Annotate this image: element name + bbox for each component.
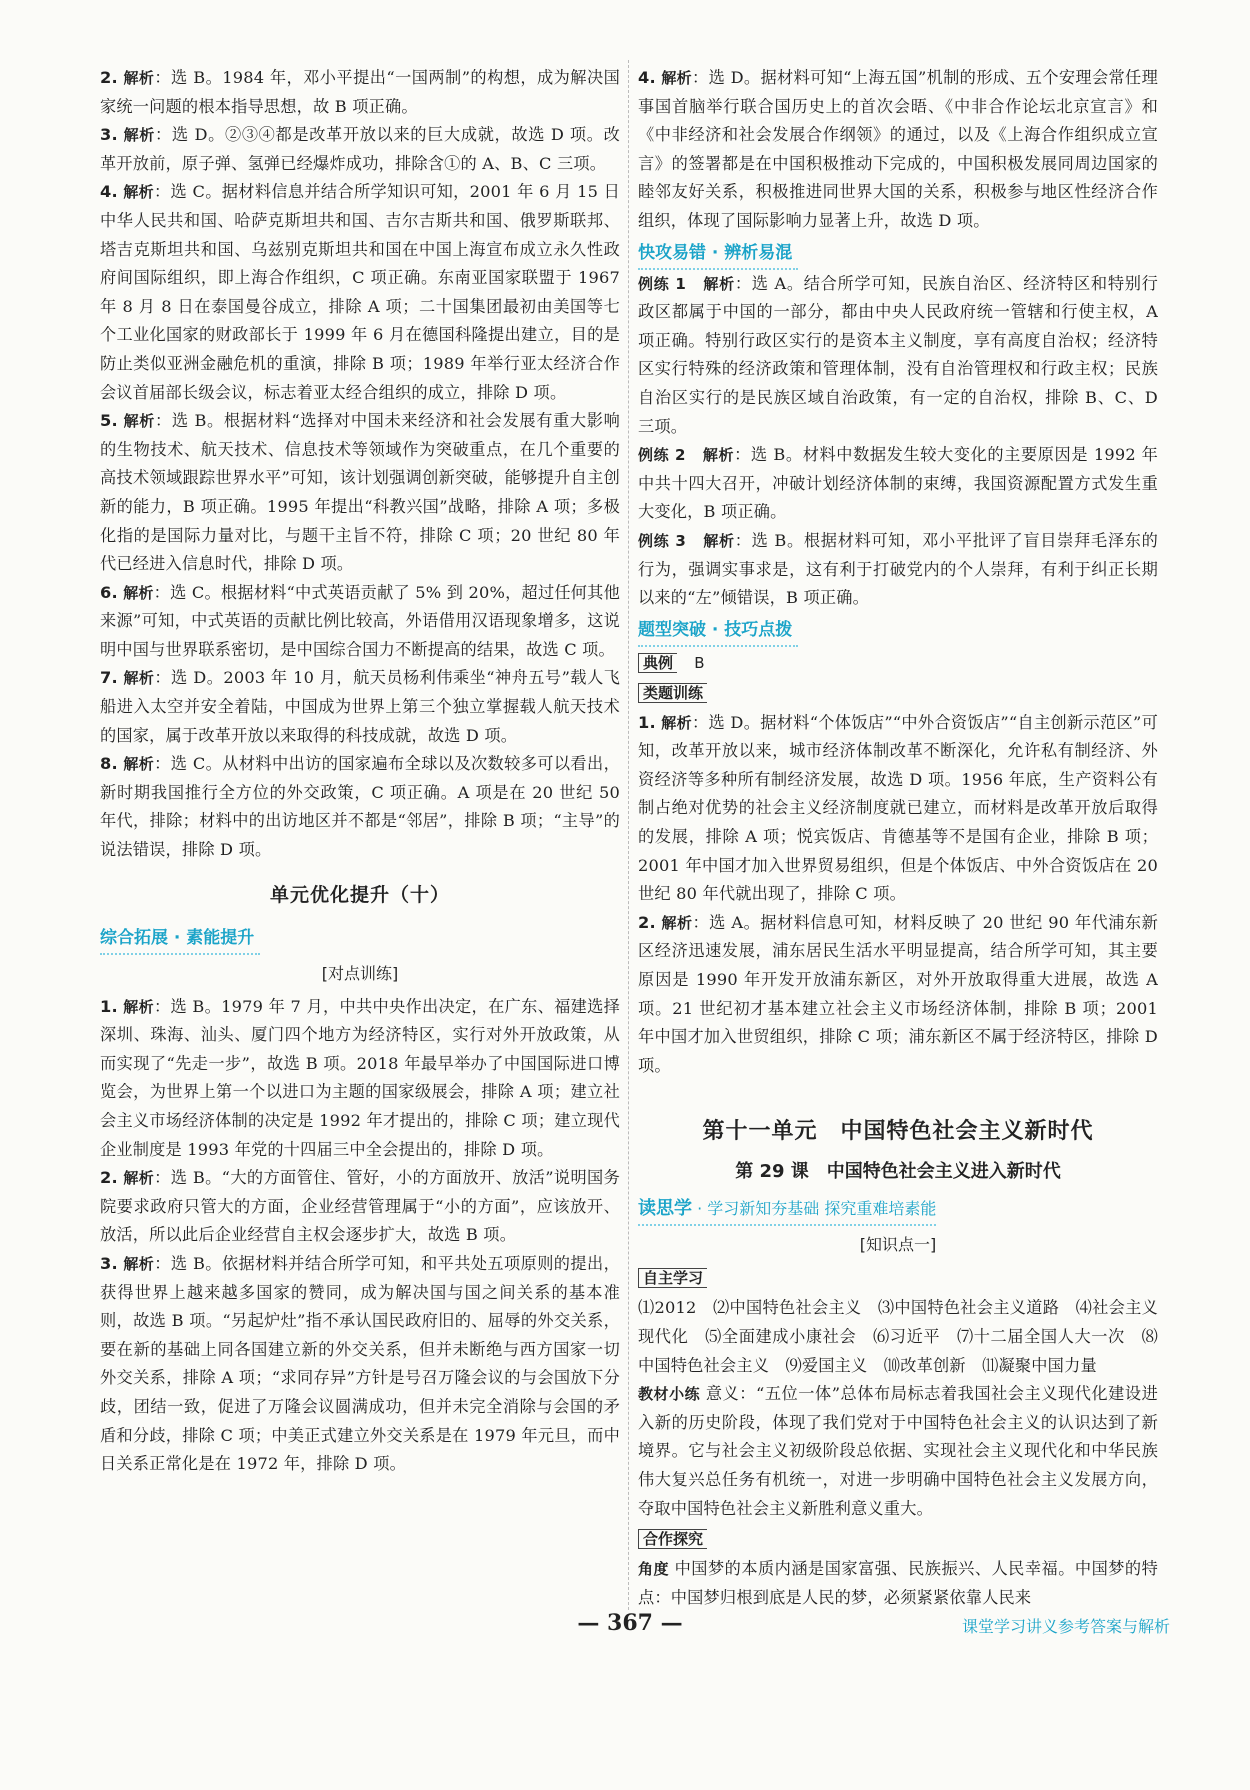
jiaocai-paragraph: 教材小练 意义：“五位一体”总体布局标志着我国社会主义现代化建设进入新的历史阶段，体现了我们党对于中国特色社会主义的认识达到了新境界。它与社会主义初级阶段总依据、实现社会主义现代化和中华民族伟大复兴总任务有机统一，对进一步明确中国特色社会主义发展方向，夺取中国特色社会主义新胜利意义重大。 (638, 1384, 1158, 1518)
answer-item (100, 1250, 620, 1479)
answer-item (100, 750, 620, 864)
column-divider (628, 60, 629, 1610)
dusixue-banner: 读思学 · 学习新知夯基础 探究重难培素能 (638, 1194, 936, 1226)
item-number: 1. (100, 996, 118, 1016)
hezuo-row (638, 1525, 1158, 1553)
leiti-label: 类题训练 (638, 683, 707, 703)
item-number: 3. (100, 1253, 118, 1273)
answer-item (100, 178, 620, 407)
item-number: 2. (638, 912, 656, 932)
answer-item (100, 121, 620, 178)
example-sub-label: 解析 (703, 274, 735, 293)
answer-item (100, 664, 620, 750)
dianli-answer: B (694, 653, 705, 672)
example-label: 例练 1 (638, 274, 686, 293)
item-text: ：选 B。根据材料“选择对中国未来经济和社会发展有重大影响的生物技术、航天技术、信息技术等领域作为突破重点，在几个重要的高技术领域跟踪世界水平”可知，该计划强调创新突破，能够提升自主创新的能力，B 项正确。1995 年提出“科教兴国”战略，排除 A 项；多极化指的是国际力量对比，与题干主旨不符，排除 C 项；20 世纪 80 年代已经进入信息时代，排除 D 项。 (100, 411, 620, 574)
examples-list (638, 270, 1158, 613)
knowledge-point-label: [知识点一] (859, 1235, 937, 1255)
jiaocai-label: 教材小练 (638, 1385, 701, 1404)
jiaodu-label: 角度 (638, 1560, 669, 1579)
answer-item (100, 1164, 620, 1250)
answer-item (100, 579, 620, 665)
chapter-title: 第十一单元 中国特色社会主义新时代 (702, 1119, 1094, 1145)
section-banner-expand: 综合拓展 · 素能提升 (100, 923, 260, 955)
answer-item (100, 407, 620, 579)
item-label: 解析 (661, 713, 692, 732)
answer-item (638, 909, 1158, 1081)
example-item (638, 527, 1158, 613)
item-text: ：选 C。据材料信息并结合所学知识可知，2001 年 6 月 15 日中华人民共和国、哈萨克斯坦共和国、吉尔吉斯共和国、俄罗斯联邦、塔吉克斯坦共和国、乌兹别克斯坦共和国在中国上海宣布成立永久性政府间国际组织，即上海合作组织，C 项正确。东南亚国家联盟于 1967 年 8 月 8 日在泰国曼谷成立，排除 A 项；二十国集团最初由美国等七个工业化国家的财政部长于 1999 年 6 月在德国科隆提出建立，目的是防止类似亚洲金融危机的重演，排除 B 项；1989 年举行亚太经济合作会议首届部长级会议，标志着亚太经合组织的成立，排除 D 项。 (100, 182, 620, 402)
example-sub-label: 解析 (702, 446, 735, 465)
example-item (638, 270, 1158, 442)
example-sub-label: 解析 (703, 531, 735, 550)
example-text: ：选 B。根据材料可知，邓小平批评了盲目崇拜毛泽东的行为，强调实事求是，这有利于打破党内的个人崇拜，有利于纠正长期以来的“左”倾错误，B 项正确。 (638, 530, 1158, 608)
item-label: 解析 (123, 997, 154, 1016)
item-text: ：选 B。依据材料并结合所学可知，和平共处五项原则的提出，获得世界上越来越多国家的赞同，成为解决国与国之间关系的基本准则，故选 B 项。“另起炉灶”指不承认国民政府旧的、屈辱的外交关系，要在新的基础上同各国建立新的外交关系，但并未断绝与西方国家一切外交关系，排除 A 项；“求同存异”方针是号召万隆会议的与会国放下分歧，团结一致，促进了万隆会议圆满成功，但并未完全消除与会国的矛盾和分歧，排除 C 项；中美正式建立外交关系是在 1979 年元旦，而中日关系正常化是在 1972 年，排除 D 项。 (100, 1253, 620, 1474)
left-training-list (100, 993, 620, 1479)
dianli-label: 典例 (638, 653, 677, 673)
left-answers-list (100, 64, 620, 865)
footer-note: 课堂学习讲义参考答案与解析 (961, 1617, 1170, 1636)
answer-item (100, 64, 620, 121)
zizhu-row (638, 1264, 1158, 1292)
item-number: 6. (100, 582, 118, 602)
item-label: 解析 (123, 412, 155, 431)
item-text: ：选 C。从材料中出访的国家遍布全球以及次数较多可以看出，新时期我国推行全方位的外交政策，C 项正确。A 项是在 20 世纪 50 年代，排除；材料中的出访地区并不都是“邻居”，排除 B 项；“主导”的说法错误，排除 D 项。 (100, 754, 620, 860)
item-text: ：选 D。②③④都是改革开放以来的巨大成就，故选 D 项。改革开放前，原子弹、氢弹已经爆炸成功，排除含①的 A、B、C 三项。 (100, 125, 620, 173)
example-text: ：选 A。结合所学可知，民族自治区、经济特区和特别行政区都属于中国的一部分，都由中央人民政府统一管辖和行使主权，A 项正确。特别行政区实行的是资本主义制度，享有高度自治权；经济特区实行特殊的经济政策和管理体制，没有自治管理权和行政主权；民族自治区实行的是民族区域自治政策，有一定的自治权，排除 B、C、D 三项。 (638, 273, 1158, 436)
unit-title: 单元优化提升（十） (269, 883, 450, 906)
example-item (638, 441, 1158, 527)
example-text: ：选 B。材料中数据发生较大变化的主要原因是 1992 年中共十四大召开，冲破计划经济体制的束缚，我国资源配置方式发生重大变化，B 项正确。 (638, 445, 1159, 522)
right-training-list (638, 709, 1158, 1081)
answer-item (100, 993, 620, 1165)
item-label: 解析 (123, 183, 154, 202)
item-text: ：选 B。1979 年 7 月，中共中央作出决定，在广东、福建选择深圳、珠海、汕头、厦门四个地方为经济特区，实行对外开放政策，从而实现了“先走一步”，故选 B 项。2018 年最早举办了中国国际进口博览会，为世界上第一个以进口为主题的国家级展会，排除 A 项；建立社会主义市场经济体制的决定是 1992 年才提出的，排除 C 项；建立现代企业制度是 1993 年党的十四届三中全会提出的，排除 D 项。 (100, 996, 620, 1159)
right-column (638, 64, 1158, 1612)
item-text: ：选 B。1984 年，邓小平提出“一国两制”的构想，成为解决国家统一问题的根本指导思想，故 B 项正确。 (100, 68, 620, 116)
leiti-row (638, 679, 1158, 707)
item-text: ：选 B。“大的方面管住、管好，小的方面放开、放活”说明国务院要求政府只管大的方面，企业经营管理属于“小的方面”，应该放开、放活，所以此后企业经营自主权会逐步扩大，故选 B 项。 (100, 1168, 620, 1245)
item-label: 解析 (123, 755, 155, 774)
left-column (100, 64, 620, 1479)
answer-item: 4. 解析：选 D。据材料可知“上海五国”机制的形成、五个安理会常任理事国首脑举行联合国历史上的首次会晤、《中非合作论坛北京宣言》和《中非经济和社会发展合作纲领》的通过，以及《上海合作组织成立宣言》的签署都是在中国积极推动下完成的，中国积极发展同周边国家的睦邻友好关系，积极推进同世界大国的关系，积极参与地区性经济合作组织，体现了国际影响力显著上升，故选 D 项。 (638, 68, 1158, 230)
item-number: 8. (100, 754, 118, 774)
item-number: 4. (100, 182, 118, 202)
item-label: 解析 (123, 126, 155, 145)
section-label-duidian: [对点训练] (321, 963, 399, 983)
item-label: 解析 (123, 69, 155, 87)
item-label: 解析 (123, 1254, 155, 1273)
item-number: 1. (638, 712, 656, 732)
page-number: — 367 — (577, 1610, 683, 1636)
zizhu-label: 自主学习 (638, 1268, 707, 1288)
item-number: 2. (100, 1168, 118, 1188)
item-text: ：选 C。根据材料“中式英语贡献了 5% 到 20%，超过任何其他来源”可知，中式英语的贡献比例比较高，外语借用汉语现象增多，这说明中国与世界联系密切，是中国综合国力不断提高的结果，故选 C 项。 (100, 582, 620, 659)
item-label: 解析 (123, 583, 154, 602)
item-number: 7. (100, 668, 118, 688)
dianli-row (638, 649, 1158, 677)
item-number: 5. (100, 411, 118, 431)
item-text: ：选 D。2003 年 10 月，航天员杨利伟乘坐“神舟五号”载人飞船进入太空并安全着陆，中国成为世界上第三个独立掌握载人航天技术的国家，属于改革开放以来取得的科技成就，故选 D 项。 (100, 668, 620, 745)
zizhu-text: ⑴2012 ⑵中国特色社会主义 ⑶中国特色社会主义道路 ⑷社会主义现代化 ⑸全面建成小康社会 ⑹习近平 ⑺十二届全国人大一次 ⑻中国特色社会主义 ⑼爱国主义 ⑽改革创新 ⑾凝聚中国力量 (638, 1298, 1158, 1375)
item-number: 2. (100, 68, 118, 87)
item-label: 解析 (123, 1169, 155, 1188)
section-banner-techniques: 题型突破 · 技巧点拨 (638, 615, 798, 647)
item-number: 3. (100, 125, 118, 145)
lesson-title: 第 29 课 中国特色社会主义进入新时代 (735, 1161, 1061, 1183)
item-label: 解析 (661, 913, 693, 932)
jiaodu-paragraph: 角度 中国梦的本质内涵是国家富强、民族振兴、人民幸福。中国梦的特点：中国梦归根到底是人民的梦，必须紧紧依靠人民来 (638, 1559, 1158, 1607)
example-label: 例练 2 (638, 446, 686, 465)
item-label: 解析 (123, 669, 155, 688)
item-text: ：选 D。据材料“个体饭店”“中外合资饭店”“自主创新示范区”可知，改革开放以来，城市经济体制改革不断深化，允许私有制经济、外资经济等多种所有制经济发展，故选 D 项。1956 年底，生产资料公有制占绝对优势的社会主义经济制度就已建立，而材料是改革开放后取得的发展，排除 A 项；悦宾饭店、肯德基等不是国有企业，排除 B 项；2001 年中国才加入世界贸易组织，但是个体饭店、中外合资饭店在 20 世纪 80 年代就出现了，排除 C 项。 (638, 712, 1158, 904)
hezuo-label: 合作探究 (638, 1529, 707, 1549)
answer-item (638, 709, 1158, 909)
item-text: ：选 A。据材料信息可知，材料反映了 20 世纪 90 年代浦东新区经济迅速发展，浦东居民生活水平明显提高，结合所学可知，其主要原因是 1990 年开发开放浦东新区，对外开放取得重大进展，故选 A 项。21 世纪初才基本建立社会主义市场经济体制，排除 B 项；2001 年中国才加入世贸组织，排除 C 项；浦东新区不属于经济特区，排除 D 项。 (638, 912, 1158, 1075)
example-label: 例练 3 (638, 531, 686, 550)
section-banner-mistakes: 快攻易错 · 辨析易混 (638, 238, 798, 270)
